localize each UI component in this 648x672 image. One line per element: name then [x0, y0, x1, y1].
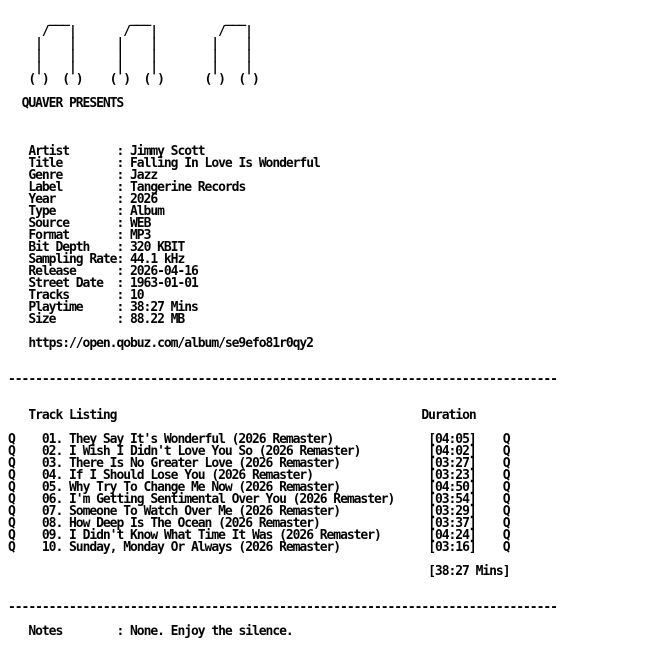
total-playtime: [38:27 Mins] [428, 564, 510, 579]
track-duration: [03:16] [428, 540, 476, 555]
logo-line: / | / | / | [8, 24, 252, 39]
meta-value: Jazz [130, 168, 158, 183]
meta-value: 88.22 MB [130, 312, 185, 327]
meta-value: Jimmy Scott [130, 144, 205, 159]
meta-key: Tracks [28, 288, 70, 303]
meta-row: Format : MP3 [28, 228, 151, 243]
meta-row: Label : Tangerine Records [28, 180, 246, 195]
meta-row: Street Date : 1963-01-01 [28, 276, 198, 291]
meta-key: Title [28, 156, 63, 171]
row-marker: Q [502, 444, 510, 459]
track-duration: [03:23] [428, 468, 476, 483]
track-number: 09. [41, 528, 63, 543]
meta-row: Title : Falling In Love Is Wonderful [28, 156, 320, 171]
meta-value: 38:27 Mins [130, 300, 198, 315]
track-number: 10. [41, 540, 63, 555]
track-title: Sunday, Monday Or Always (2026 Remaster) [69, 540, 341, 555]
meta-row: Genre : Jazz [28, 168, 158, 183]
row-marker: Q [502, 516, 510, 531]
meta-value: MP3 [130, 228, 151, 243]
divider: --------------------------------------------------------------------------------- [8, 600, 557, 615]
nfo-document [8, 14, 644, 638]
track-duration: [04:50] [428, 480, 476, 495]
meta-value: WEB [130, 216, 151, 231]
track-title: I Didn't Know What Time It Was (2026 Remaster) [69, 528, 381, 543]
track-number: 08. [41, 516, 63, 531]
row-marker: Q [502, 468, 510, 483]
meta-row: Artist : Jimmy Scott [28, 144, 205, 159]
row-marker: Q [8, 480, 15, 495]
meta-key: Type [28, 204, 56, 219]
notes-row: Notes : None. Enjoy the silence. [28, 624, 293, 639]
meta-row: Tracks : 10 [28, 288, 144, 303]
meta-key: Label [28, 180, 63, 195]
logo-line: | | | | | | [8, 60, 252, 75]
row-marker: Q [8, 516, 15, 531]
track-title: There Is No Greater Love (2026 Remaster) [69, 456, 341, 471]
row-marker: Q [502, 492, 510, 507]
track-title: If I Should Lose You (2026 Remaster) [69, 468, 313, 483]
row-marker: Q [502, 528, 510, 543]
meta-key: Year [28, 192, 56, 207]
track-duration: [04:02] [428, 444, 476, 459]
notes-key: Notes [28, 624, 63, 639]
track-number: 07. [41, 504, 63, 519]
meta-value: Album [130, 204, 164, 219]
logo-line: | | | | | | [8, 36, 252, 51]
track-number: 05. [41, 480, 63, 495]
meta-key: Size [28, 312, 56, 327]
meta-key: Playtime [28, 300, 83, 315]
meta-row: Bit Depth : 320 KBIT [28, 240, 185, 255]
row-marker: Q [8, 444, 15, 459]
meta-value: 320 KBIT [130, 240, 185, 255]
blank-line [8, 386, 644, 398]
blank-line [8, 110, 644, 122]
meta-key: Source [28, 216, 70, 231]
divider: --------------------------------------------------------------------------------- [8, 372, 557, 387]
meta-key: Format [28, 228, 70, 243]
track-number: 02. [41, 444, 63, 459]
track-number: 06. [41, 492, 63, 507]
row-marker: Q [502, 504, 510, 519]
meta-value: 2026-04-16 [130, 264, 198, 279]
total-playtime-line [8, 566, 644, 578]
meta-row: Source : WEB [28, 216, 151, 231]
meta-key: Release [28, 264, 76, 279]
duration-label: Duration [421, 408, 476, 423]
meta-row: Size : 88.22 MB [28, 312, 185, 327]
track-duration: [04:24] [428, 528, 476, 543]
meta-key: Genre [28, 168, 63, 183]
meta-row: Type : Album [28, 204, 164, 219]
row-marker: Q [8, 492, 15, 507]
meta-key: Bit Depth [28, 240, 90, 255]
track-duration: [03:54] [428, 492, 476, 507]
tracklist-title: Track Listing [28, 408, 117, 423]
meta-value: 1963-01-01 [130, 276, 198, 291]
track-row [8, 542, 644, 554]
blank-line [8, 578, 644, 590]
meta-row: Playtime : 38:27 Mins [28, 300, 198, 315]
row-marker: Q [8, 540, 15, 555]
track-title: Someone To Watch Over Me (2026 Remaster) [69, 504, 341, 519]
meta-value: 2026 [130, 192, 158, 207]
track-duration: [03:29] [428, 504, 476, 519]
meta-value: 10 [130, 288, 144, 303]
track-duration: [04:05] [428, 432, 476, 447]
album-url-line [8, 338, 644, 350]
row-marker: Q [8, 504, 15, 519]
track-duration: [03:27] [428, 456, 476, 471]
row-marker: Q [502, 456, 510, 471]
meta-value: Tangerine Records [130, 180, 246, 195]
meta-value: Falling In Love Is Wonderful [130, 156, 320, 171]
track-title: Why Try To Change Me Now (2026 Remaster) [69, 480, 341, 495]
row-marker: Q [502, 540, 510, 555]
presents-label: QUAVER PRESENTS [21, 96, 124, 111]
meta-key: Sampling Rate [28, 252, 117, 267]
track-title: How Deep Is The Ocean (2026 Remaster) [69, 516, 320, 531]
track-duration: [03:37] [428, 516, 476, 531]
logo-line: | | | | | | [8, 48, 252, 63]
meta-value: 44.1 kHz [130, 252, 185, 267]
track-number: 04. [41, 468, 63, 483]
blank-line [8, 350, 644, 362]
row-marker: Q [502, 480, 510, 495]
tracklist-header [8, 410, 644, 422]
row-marker: Q [502, 432, 510, 447]
meta-key: Artist [28, 144, 70, 159]
track-title: I Wish I Didn't Love You So (2026 Remaster) [69, 444, 361, 459]
album-url-link[interactable]: https://open.qobuz.com/album/se9efo81r0qy2 [28, 336, 313, 351]
meta-row: Sampling Rate: 44.1 kHz [28, 252, 185, 267]
row-marker: Q [8, 432, 15, 447]
meta-row: Year : 2026 [28, 192, 158, 207]
track-title: I'm Getting Sentimental Over You (2026 Remaster) [69, 492, 395, 507]
track-title: They Say It's Wonderful (2026 Remaster) [69, 432, 334, 447]
logo-line: ( ) ( ) ( ) ( ) ( ) ( ) [8, 72, 259, 87]
meta-key: Street Date [28, 276, 103, 291]
logo-line: ___ ___ ___ [8, 12, 246, 27]
row-marker: Q [8, 528, 15, 543]
notes-value: None. Enjoy the silence. [130, 624, 293, 639]
track-number: 03. [41, 456, 63, 471]
row-marker: Q [8, 468, 15, 483]
row-marker: Q [8, 456, 15, 471]
track-number: 01. [41, 432, 63, 447]
blank-line [8, 122, 644, 134]
meta-row: Release : 2026-04-16 [28, 264, 198, 279]
